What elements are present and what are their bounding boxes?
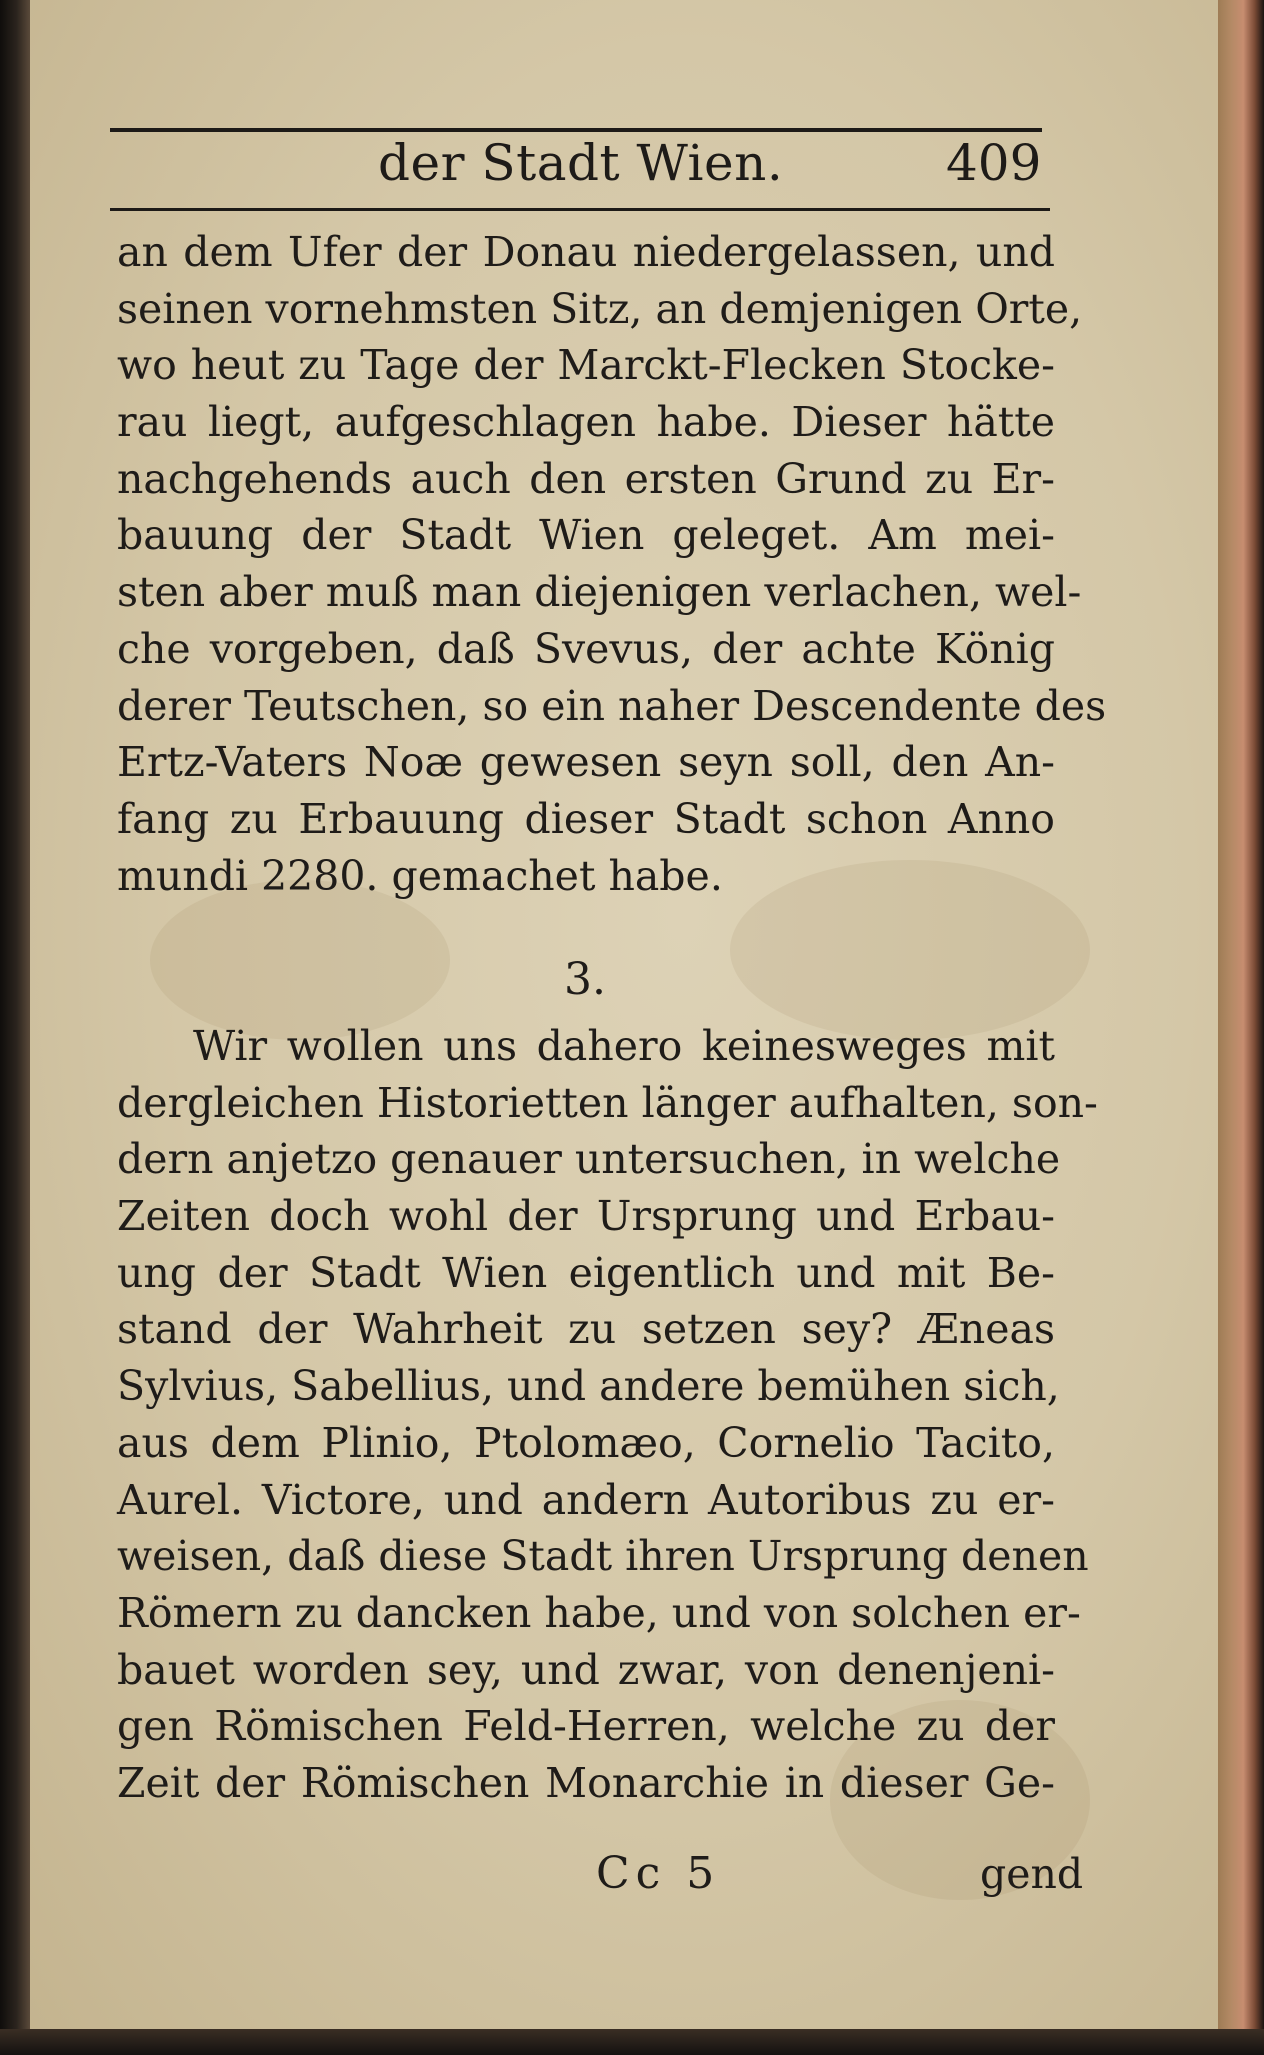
text-line: nachgehends auch den ersten Grund zu Er-: [117, 454, 1055, 503]
text-line: Wir wollen uns dahero keinesweges mit: [193, 1022, 1055, 1070]
text-line: bauet worden sey, und zwar, von denenjeni-: [117, 1645, 1055, 1694]
signature-mark: Cc 5: [596, 1848, 721, 1899]
text-line: Sylvius, Sabellius, und andere bemühen sich,: [117, 1362, 1060, 1411]
text-line: bauung der Stadt Wien geleget. Am mei-: [117, 511, 1055, 560]
text-line: Römern zu dancken habe, und von solchen er-: [117, 1588, 1081, 1637]
book-binding-edge: [0, 0, 30, 2055]
paragraph-1: [117, 224, 1107, 904]
section-number: 3.: [564, 954, 606, 1005]
text-line: Ertz-Vaters Noæ gewesen seyn soll, den An-: [117, 738, 1055, 787]
text-line: aus dem Plinio, Ptolomæo, Cornelio Tacito,: [117, 1418, 1055, 1467]
catchword: gend: [980, 1850, 1084, 1898]
text-line: an dem Ufer der Donau niedergelassen, und: [117, 228, 1055, 276]
paragraph-2: [117, 1018, 1098, 1812]
header-bottom-rule: [110, 208, 1050, 211]
text-line: Zeiten doch wohl der Ursprung und Erbau-: [117, 1192, 1055, 1241]
text-line: derer Teutschen, so ein naher Descendente des: [117, 681, 1107, 730]
text-line: Aurel. Victore, und andern Autoribus zu er-: [117, 1475, 1055, 1524]
text-line: ung der Stadt Wien eigentlich und mit Be-: [117, 1248, 1055, 1297]
text-line: dern anjetzo genauer untersuchen, in welche: [117, 1135, 1061, 1184]
text-line: che vorgeben, daß Svevus, der achte König: [117, 624, 1055, 673]
running-title: der Stadt Wien.: [378, 134, 784, 192]
text-line: dergleichen Historietten länger aufhalten, son-: [117, 1078, 1098, 1127]
text-line: Zeit der Römischen Monarchie in dieser Ge-: [117, 1758, 1055, 1807]
page-number: 409: [946, 134, 1042, 192]
text-line: rau liegt, aufgeschlagen habe. Dieser hätte: [117, 398, 1055, 447]
text-line: fang zu Erbauung dieser Stadt schon Anno: [117, 794, 1055, 843]
text-line: seinen vornehmsten Sitz, an demjenigen Orte,: [117, 284, 1083, 333]
text-line: sten aber muß man diejenigen verlachen, wel-: [117, 568, 1082, 617]
text-line: stand der Wahrheit zu setzen sey? Æneas: [117, 1305, 1055, 1354]
header-top-rule: [110, 128, 1042, 132]
text-line: mundi 2280. gemachet habe.: [117, 851, 723, 900]
text-line: wo heut zu Tage der Marckt-Flecken Stocke-: [117, 341, 1055, 390]
text-line: weisen, daß diese Stadt ihren Ursprung denen: [117, 1532, 1089, 1581]
page-fore-edge: [1218, 0, 1264, 2055]
text-line: gen Römischen Feld-Herren, welche zu der: [117, 1702, 1055, 1751]
page-bottom-shadow: [0, 2029, 1264, 2055]
